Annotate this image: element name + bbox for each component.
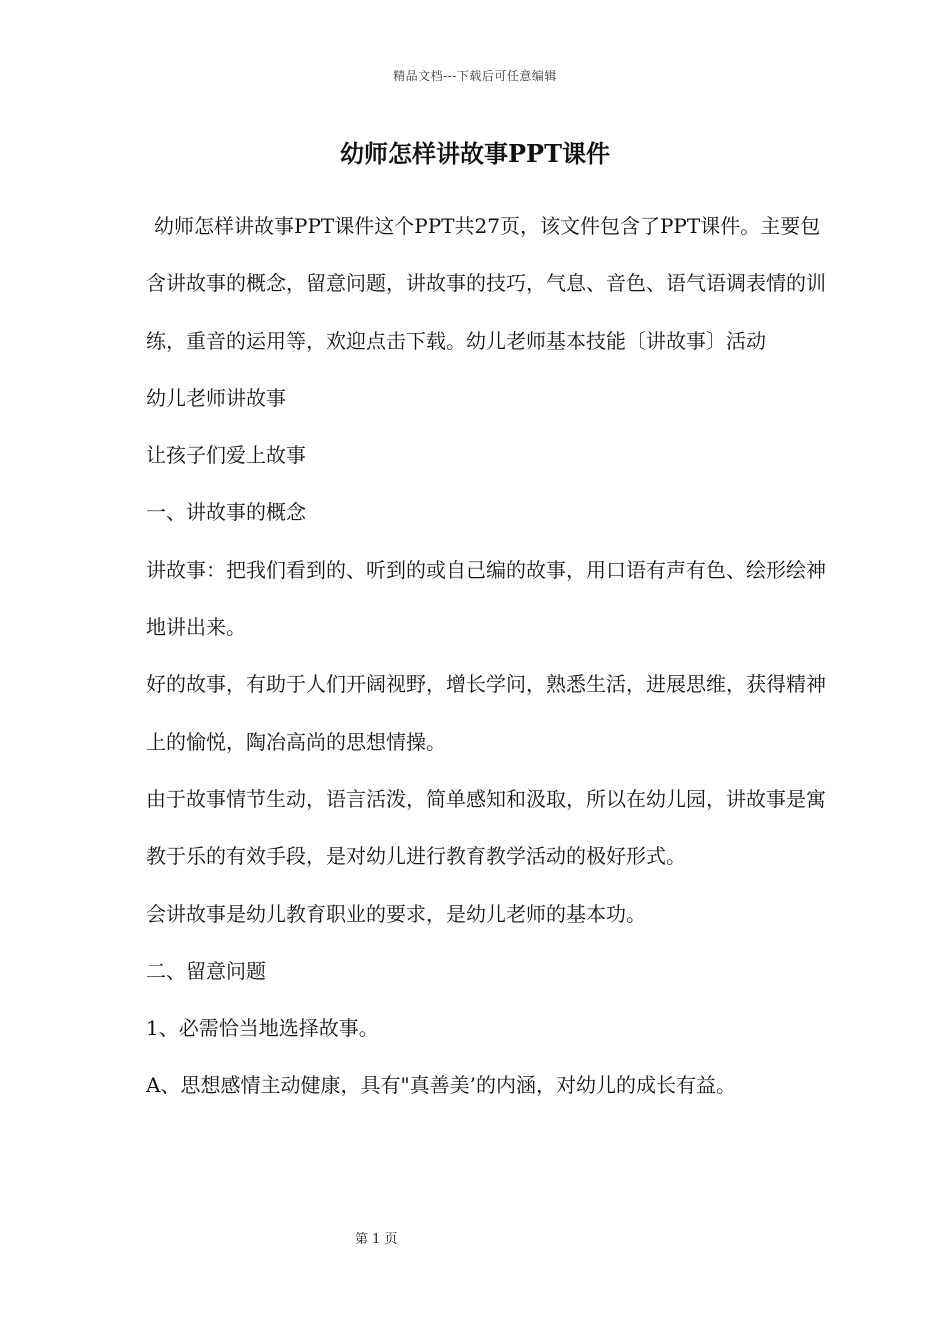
body-paragraph: 由于故事情节生动，语言活泼，简单感知和汲取，所以在幼儿园，讲故事是寓教于乐的有效手段，是对幼儿进行教育教学活动的极好形式。 (146, 786, 826, 869)
document-body (146, 198, 826, 1115)
subheading-paragraph: 幼儿老师讲故事 (146, 385, 286, 410)
page-number: 第 1 页 (355, 1232, 398, 1247)
section-heading: 一、讲故事的概念 (146, 500, 306, 525)
page-header: 精品文档---下载后可任意编辑 (393, 69, 557, 83)
body-paragraph: 讲故事：把我们看到的、听到的或自己编的故事，用口语有声有色、绘形绘神地讲出来。 (146, 557, 826, 640)
list-item: 1、必需恰当地选择故事。 (146, 1016, 379, 1041)
intro-paragraph: 幼师怎样讲故事PPT课件这个PPT共27页，该文件包含了PPT课件。主要包含讲故事的概念，留意问题，讲故事的技巧，气息、音色、语气语调表情的训练，重音的运用等，欢迎点击下载。幼儿老师基本技能〔讲故事〕活动 (146, 214, 826, 353)
section-heading: 二、留意问题 (146, 958, 266, 983)
document-title: 幼师怎样讲故事PPT课件 (340, 139, 610, 168)
list-item: A、思想感情主动健康，具有"真善美’的内涵，对幼儿的成长有益。 (146, 1073, 736, 1098)
subheading-paragraph: 让孩子们爱上故事 (146, 443, 306, 468)
body-paragraph: 好的故事，有助于人们开阔视野，增长学问，熟悉生活，进展思维，获得精神上的愉悦，陶冶高尚的思想情操。 (146, 672, 826, 754)
body-paragraph: 会讲故事是幼儿教育职业的要求，是幼儿老师的基本功。 (146, 901, 646, 926)
